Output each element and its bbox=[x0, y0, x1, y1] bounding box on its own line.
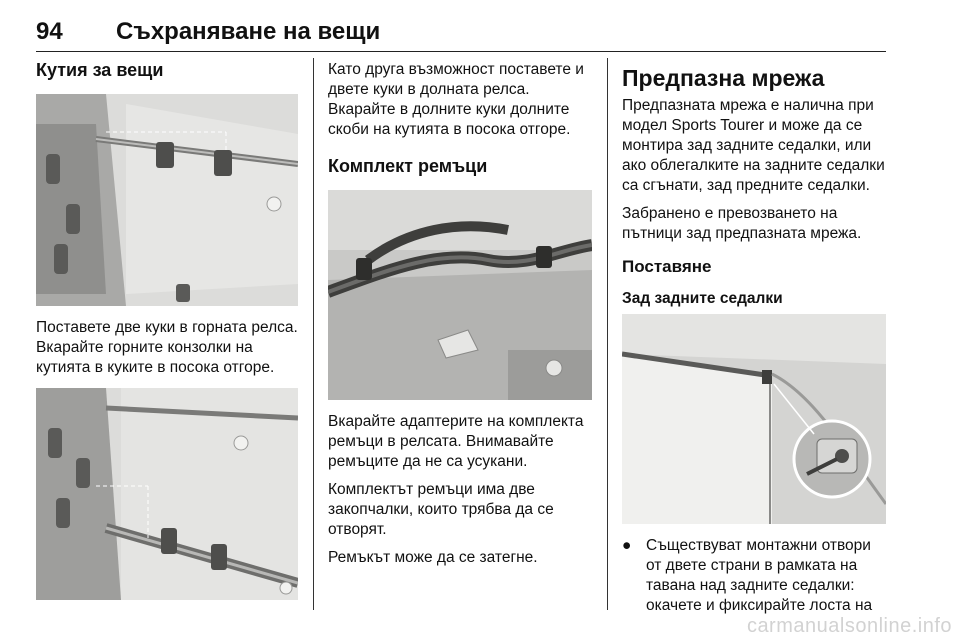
section-heading-safety-net: Предпазна мрежа bbox=[622, 65, 825, 91]
bullet-text: Съществуват монтажни отвори от двете страни в рамката на тавана над задните седалки: окачете и фиксирайте лоста на bbox=[646, 537, 873, 614]
subheading-behind-rear-seats: Зад задните седалки bbox=[622, 290, 783, 307]
illustration-safety-net-mount bbox=[622, 314, 886, 524]
paragraph: Забранено е превозването на пътници зад предпазната мрежа. bbox=[622, 205, 862, 242]
column-3 bbox=[622, 58, 886, 616]
column-1 bbox=[36, 58, 298, 600]
column-2 bbox=[328, 58, 592, 568]
paragraph: Поставете две куки в горната релса. Вкарайте горните конзолки на кутията в куките в посока отгоре. bbox=[36, 319, 298, 376]
column-divider bbox=[607, 58, 608, 610]
illustration-strap-kit bbox=[328, 190, 592, 400]
list-item bbox=[622, 536, 886, 616]
paragraph: Като друга възможност поставете и двете куки в долната релса. Вкарайте в долните куки долните скоби на кутията в посока отгоре. bbox=[328, 61, 584, 138]
column-divider bbox=[313, 58, 314, 610]
chapter-title: Съхраняване на вещи bbox=[116, 18, 381, 45]
paragraph: Комплектът ремъци има две закопчалки, които трябва да се отворят. bbox=[328, 481, 554, 538]
page-header bbox=[36, 12, 886, 52]
paragraph: Вкарайте адаптерите на комплекта ремъци в релсата. Внимавайте ремъците да не са усукани. bbox=[328, 413, 584, 470]
section-heading-storage-box: Кутия за вещи bbox=[36, 60, 164, 80]
watermark: carmanualsonline.info bbox=[746, 615, 952, 637]
illustration-box-upper-rail bbox=[36, 94, 298, 306]
illustration-box-hooks bbox=[36, 388, 298, 600]
paragraph: Ремъкът може да се затегне. bbox=[328, 549, 538, 566]
subheading-installation: Поставяне bbox=[622, 257, 712, 276]
section-heading-strap-kit: Комплект ремъци bbox=[328, 156, 488, 176]
page-number: 94 bbox=[36, 18, 63, 45]
paragraph: Предпазната мрежа е налична при модел Sports Tourer и може да се монтира зад задните седалки, или ако облегалките на задните седалки са сгънати, зад предните седалки. bbox=[622, 97, 885, 194]
bullet-marker: ● bbox=[622, 537, 632, 554]
